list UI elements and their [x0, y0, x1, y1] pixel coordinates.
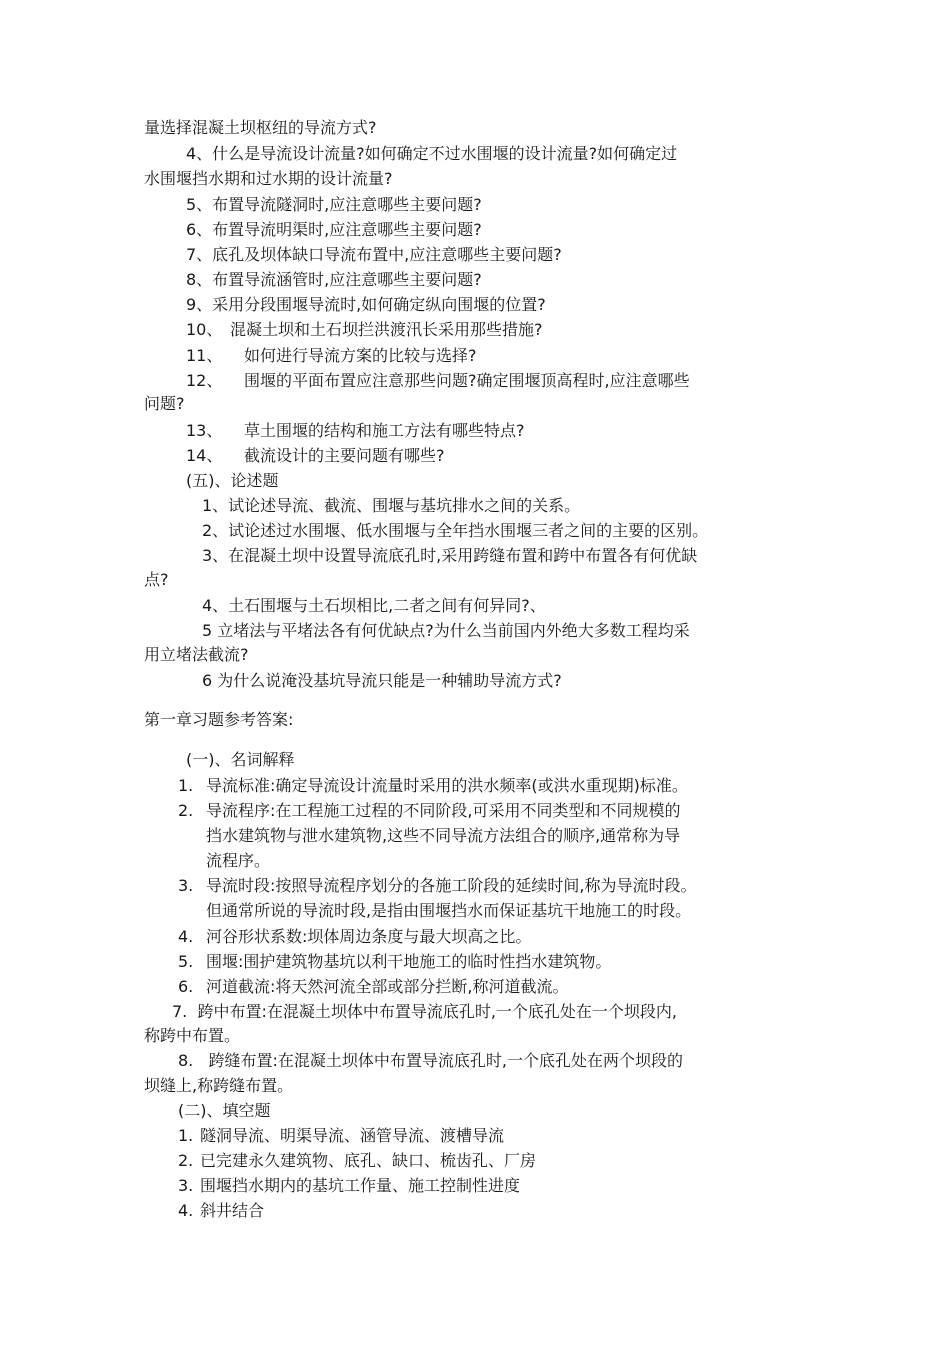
term-7-line-2: 称跨中布置。: [144, 1026, 241, 1045]
essay-5-line-2: 用立堵法截流?: [144, 645, 249, 664]
term-4-number: 4.: [178, 927, 194, 946]
question-12-number: 12、: [186, 371, 223, 390]
question-12-line-2: 问题?: [144, 394, 185, 413]
fill-1: 隧洞导流、明渠导流、涵管导流、渡槽导流: [200, 1126, 505, 1145]
essay-1: 1、试论述导流、截流、围堰与基坑排水之间的关系。: [202, 496, 581, 515]
terms-heading: (一)、名词解释: [186, 750, 295, 769]
question-13-text: 草土围堰的结构和施工方法有哪些特点?: [244, 421, 525, 440]
term-8-line-2: 坝缝上,称跨缝布置。: [144, 1076, 294, 1095]
term-8-line-1: 8. 跨缝布置:在混凝土坝体中布置导流底孔时,一个底孔处在两个坝段的: [178, 1051, 684, 1070]
term-2-line-2: 挡水建筑物与泄水建筑物,这些不同导流方法组合的顺序,通常称为导: [206, 826, 681, 845]
term-2-number: 2.: [178, 801, 194, 820]
question-10-number: 10、: [186, 320, 223, 339]
essay-6: 6 为什么说淹没基坑导流只能是一种辅助导流方式?: [202, 671, 562, 690]
term-2-line-1: 导流程序:在工程施工过程的不同阶段,可采用不同类型和不同规模的: [206, 801, 681, 820]
question-11-text: 如何进行导流方案的比较与选择?: [244, 346, 477, 365]
question-9: 9、采用分段围堰导流时,如何确定纵向围堰的位置?: [186, 295, 546, 314]
question-13-number: 13、: [186, 421, 223, 440]
term-5: 围堰:围护建筑物基坑以利干地施工的临时性挡水建筑物。: [206, 952, 612, 971]
essay-5-line-1: 5 立堵法与平堵法各有何优缺点?为什么当前国内外绝大多数工程均采: [202, 621, 690, 640]
fill-heading: (二)、填空题: [178, 1101, 271, 1120]
fill-3: 围堰挡水期内的基坑工作量、施工控制性进度: [200, 1176, 521, 1195]
term-1: 导流标准:确定导流设计流量时采用的洪水频率(或洪水重现期)标准。: [206, 776, 688, 795]
term-4: 河谷形状系数:坝体周边条度与最大坝高之比。: [206, 927, 532, 946]
question-12-text: 围堰的平面布置应注意那些问题?确定围堰顶高程时,应注意哪些: [244, 371, 690, 390]
fill-4: 斜井结合: [200, 1201, 265, 1220]
question-5: 5、布置导流隧洞时,应注意哪些主要问题?: [186, 195, 482, 214]
question-3-continued: 量选择混凝土坝枢纽的导流方式?: [144, 118, 377, 137]
term-7-line-1: 7. 跨中布置:在混凝土坝体中布置导流底孔时,一个底孔处在一个坝段内,: [172, 1002, 678, 1021]
term-6: 河道截流:将天然河流全部或部分拦断,称河道截流。: [206, 977, 569, 996]
question-14-number: 14、: [186, 446, 223, 465]
question-10-text: 混凝土坝和土石坝拦洪渡汛长采用那些措施?: [230, 320, 543, 339]
term-3-line-2: 但通常所说的导流时段,是指由围堰挡水而保证基坑干地施工的时段。: [206, 901, 692, 920]
essay-3-line-2: 点?: [144, 570, 169, 589]
question-7: 7、底孔及坝体缺口导流布置中,应注意哪些主要问题?: [186, 245, 562, 264]
essay-2: 2、试论述过水围堰、低水围堰与全年挡水围堰三者之间的主要的区别。: [202, 521, 709, 540]
term-2-line-3: 流程序。: [206, 851, 271, 870]
question-4-line-1: 4、什么是导流设计流量?如何确定不过水围堰的设计流量?如何确定过: [186, 144, 678, 163]
essay-4: 4、土石围堰与土石坝相比,二者之间有何异同?、: [202, 596, 546, 615]
fill-1-number: 1.: [178, 1126, 194, 1145]
question-14-text: 截流设计的主要问题有哪些?: [244, 446, 445, 465]
fill-2: 已完建永久建筑物、底孔、缺口、梳齿孔、厂房: [200, 1151, 537, 1170]
term-3-line-1: 导流时段:按照导流程序划分的各施工阶段的延续时间,称为导流时段。: [206, 876, 697, 895]
fill-2-number: 2.: [178, 1151, 194, 1170]
term-1-number: 1.: [178, 776, 194, 795]
essay-3-line-1: 3、在混凝土坝中设置导流底孔时,采用跨缝布置和跨中布置各有何优缺: [202, 546, 698, 565]
term-3-number: 3.: [178, 876, 194, 895]
question-6: 6、布置导流明渠时,应注意哪些主要问题?: [186, 220, 482, 239]
question-4-line-2: 水围堰挡水期和过水期的设计流量?: [144, 169, 393, 188]
term-5-number: 5.: [178, 952, 194, 971]
term-6-number: 6.: [178, 977, 194, 996]
question-8: 8、布置导流涵管时,应注意哪些主要问题?: [186, 270, 482, 289]
answers-title: 第一章习题参考答案:: [144, 710, 294, 729]
question-11-number: 11、: [186, 346, 223, 365]
essay-heading: (五)、论述题: [186, 471, 279, 490]
fill-4-number: 4.: [178, 1201, 194, 1220]
fill-3-number: 3.: [178, 1176, 194, 1195]
